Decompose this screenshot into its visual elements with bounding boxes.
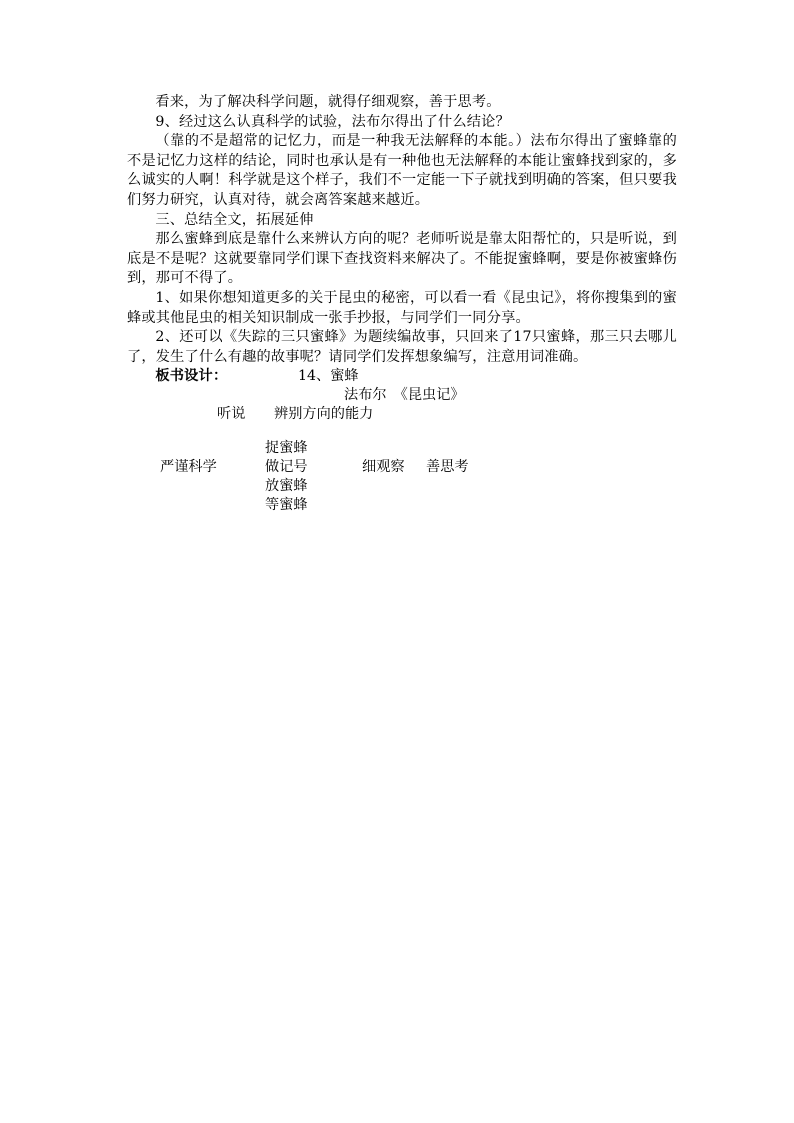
board-observe: 细观察: [362, 459, 405, 475]
board-design-heading: 板书设计：: [155, 368, 228, 385]
paragraph-answer: （靠的不是超常的记忆力，而是一种我无法解释的本能。）法布尔得出了蜜蜂靠的不是记忆力这样的结论，同时也承认是有一种他也无法解释的本能让蜜蜂找到家的，多么诚实的人啊！科学就是这个样子，我们不一定能一下子就找到明确的答案，但只要我们努力研究，认真对待，就会离答案越来越近。: [127, 133, 677, 208]
board-author: 法布尔 《昆虫记》: [344, 387, 465, 403]
board-step: 做记号: [265, 459, 308, 475]
section-heading-summary: 三、总结全文，拓展延伸: [155, 211, 314, 228]
board-step: 放蜜蜂: [265, 478, 308, 494]
paragraph-task-1: 1、如果你想知道更多的关于昆虫的秘密，可以看一看《昆虫记》，将你搜集到的蜜蜂或其他昆虫的相关知识制成一张手抄报，与同学们一同分享。: [127, 289, 677, 326]
paragraph-question-9: 9、经过这么认真科学的试验，法布尔得出了什么结论？: [155, 113, 510, 130]
board-step: 捉蜜蜂: [265, 440, 308, 456]
board-heard: 听说: [217, 406, 246, 422]
board-ability: 辨别方向的能力: [274, 406, 374, 422]
board-rigorous: 严谨科学: [160, 459, 217, 475]
paragraph-direction: 那么蜜蜂到底是靠什么来辨认方向的呢？老师听说是靠太阳帮忙的，只是听说，到底是不是呢？这就要靠同学们课下查找资料来解决了。不能捉蜜蜂啊，要是你被蜜蜂伤到，那可不得了。: [127, 231, 677, 287]
paragraph-conclusion-note: 看来，为了解决科学问题，就得仔细观察，善于思考。: [155, 94, 501, 110]
board-think: 善思考: [426, 459, 469, 475]
paragraph-task-2: 2、还可以《失踪的三只蜜蜂》为题续编故事，只回来了17只蜜蜂，那三只去哪儿了，发生了什么有趣的故事呢？请同学们发挥想象编写，注意用词准确。: [127, 329, 677, 365]
board-step: 等蜜蜂: [265, 497, 308, 513]
board-title: 14、蜜蜂: [298, 368, 359, 384]
